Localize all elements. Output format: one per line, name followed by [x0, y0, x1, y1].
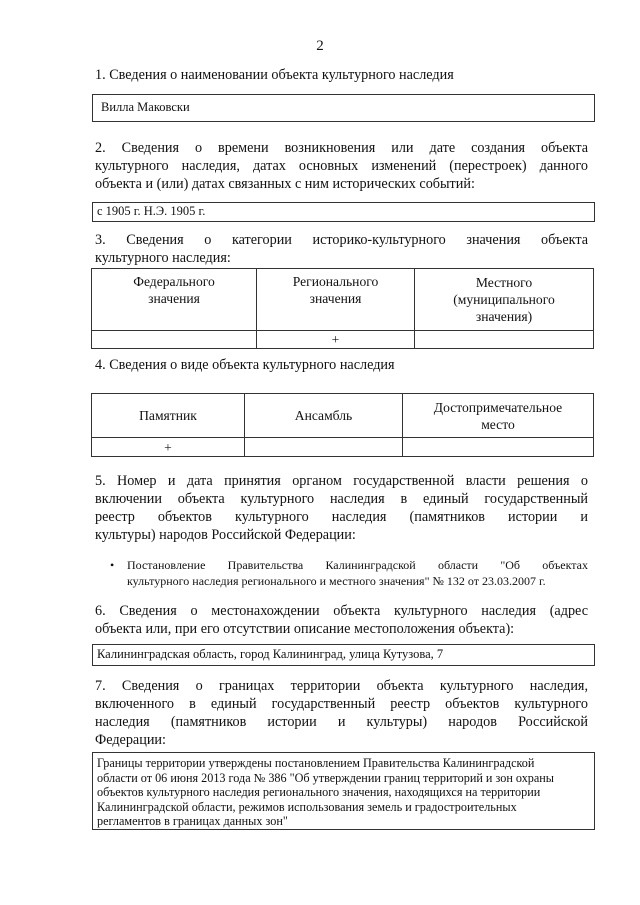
section-5-heading-line: 5. Номер и дата принятия органом государственной власти решения о [95, 473, 588, 489]
category-federal-header [92, 269, 257, 331]
section-5-heading-line: культуры) народов Российской Федерации: [95, 527, 356, 543]
category-federal-mark [92, 331, 257, 349]
section-6-heading-line: объекта или, при его отсутствии описание местоположения объекта): [95, 621, 515, 637]
category-header-row [92, 269, 594, 331]
creation-date-value: с 1905 г. Н.Э. 1905 г. [97, 204, 206, 218]
boundaries-box [92, 752, 595, 830]
section-7-heading-line: Федерации: [95, 732, 166, 748]
header-line: место [481, 416, 515, 432]
type-landmark-header [403, 394, 594, 438]
type-monument-mark: + [92, 438, 245, 457]
boundaries-line: Границы территории утверждены постановлением Правительства Калининградской [97, 756, 535, 770]
section-2-heading-line: объекта и (или) датах связанных с ним исторических событий: [95, 176, 475, 192]
header-line: Регионального [292, 274, 379, 289]
type-header-row [92, 394, 594, 438]
section-7-heading-line: наследия (памятников истории и культуры) народов Российской [95, 714, 588, 730]
header-line: (муниципального [453, 292, 555, 307]
section-2-heading-line: 2. Сведения о времени возникновения или дате создания объекта [95, 140, 588, 156]
section-3-heading-line: культурного наследия: [95, 250, 231, 266]
header-line: Достопримечательное [433, 399, 563, 415]
section-5-heading-line: реестр объектов культурного наследия (памятников истории и [95, 509, 588, 525]
page-number: 2 [316, 38, 324, 54]
section-3-heading-line: 3. Сведения о категории историко-культурного значения объекта [95, 232, 588, 248]
section-5-heading-line: включении объекта культурного наследия в единый государственный [95, 491, 588, 507]
section-7-heading-line: 7. Сведения о границах территории объекта культурного наследия, [95, 678, 588, 694]
category-regional-header [257, 269, 415, 331]
creation-date-box [92, 202, 595, 222]
category-local-header [415, 269, 594, 331]
section-2-heading-line: культурного наследия, датах основных изменений (перестроек) данного [95, 158, 588, 174]
decree-line: Постановление Правительства Калининградской области "Об объектах [127, 558, 588, 572]
category-regional-mark: + [257, 331, 415, 349]
bullet-icon: • [110, 558, 115, 572]
section-6-heading-line: 6. Сведения о местонахождении объекта культурного наследия (адрес [95, 603, 588, 619]
decree-list-item [127, 557, 588, 589]
type-monument-header: Памятник [92, 394, 245, 438]
type-mark-row [92, 438, 594, 457]
header-line: значения) [475, 309, 533, 324]
boundaries-line: области от 06 июня 2013 года № 386 "Об утверждении границ территорий и зон охраны [97, 770, 554, 785]
boundaries-line: Калининградской области, режимов использования земель и градостроительных [97, 799, 517, 814]
section-1-heading: 1. Сведения о наименовании объекта культурного наследия [95, 67, 454, 83]
boundaries-line: регламентов в границах данных зон" [97, 814, 288, 828]
section-4-heading: 4. Сведения о виде объекта культурного наследия [95, 357, 395, 373]
address-box [92, 644, 595, 666]
header-line: значения [148, 291, 200, 306]
boundaries-line: объектов культурного наследия регионального значения, находящихся на территории [97, 785, 541, 799]
section-7-heading-line: включенного в единый государственный реестр объектов культурного [95, 696, 588, 712]
category-local-mark [415, 331, 594, 349]
type-ensemble-mark [245, 438, 403, 457]
object-name-box [92, 94, 595, 122]
decree-line: культурного наследия регионального и местного значения" № 132 от 23.03.2007 г. [127, 574, 546, 588]
header-line: Местного [475, 275, 533, 290]
category-mark-row [92, 331, 594, 349]
type-landmark-mark [403, 438, 594, 457]
address-value: Калининградская область, город Калининград, улица Кутузова, 7 [97, 647, 444, 661]
object-name-value: Вилла Маковски [101, 100, 190, 114]
header-line: значения [309, 291, 362, 306]
category-table [91, 268, 594, 349]
type-ensemble-header: Ансамбль [245, 394, 403, 438]
type-table [91, 393, 594, 457]
header-line: Федерального [133, 274, 215, 289]
